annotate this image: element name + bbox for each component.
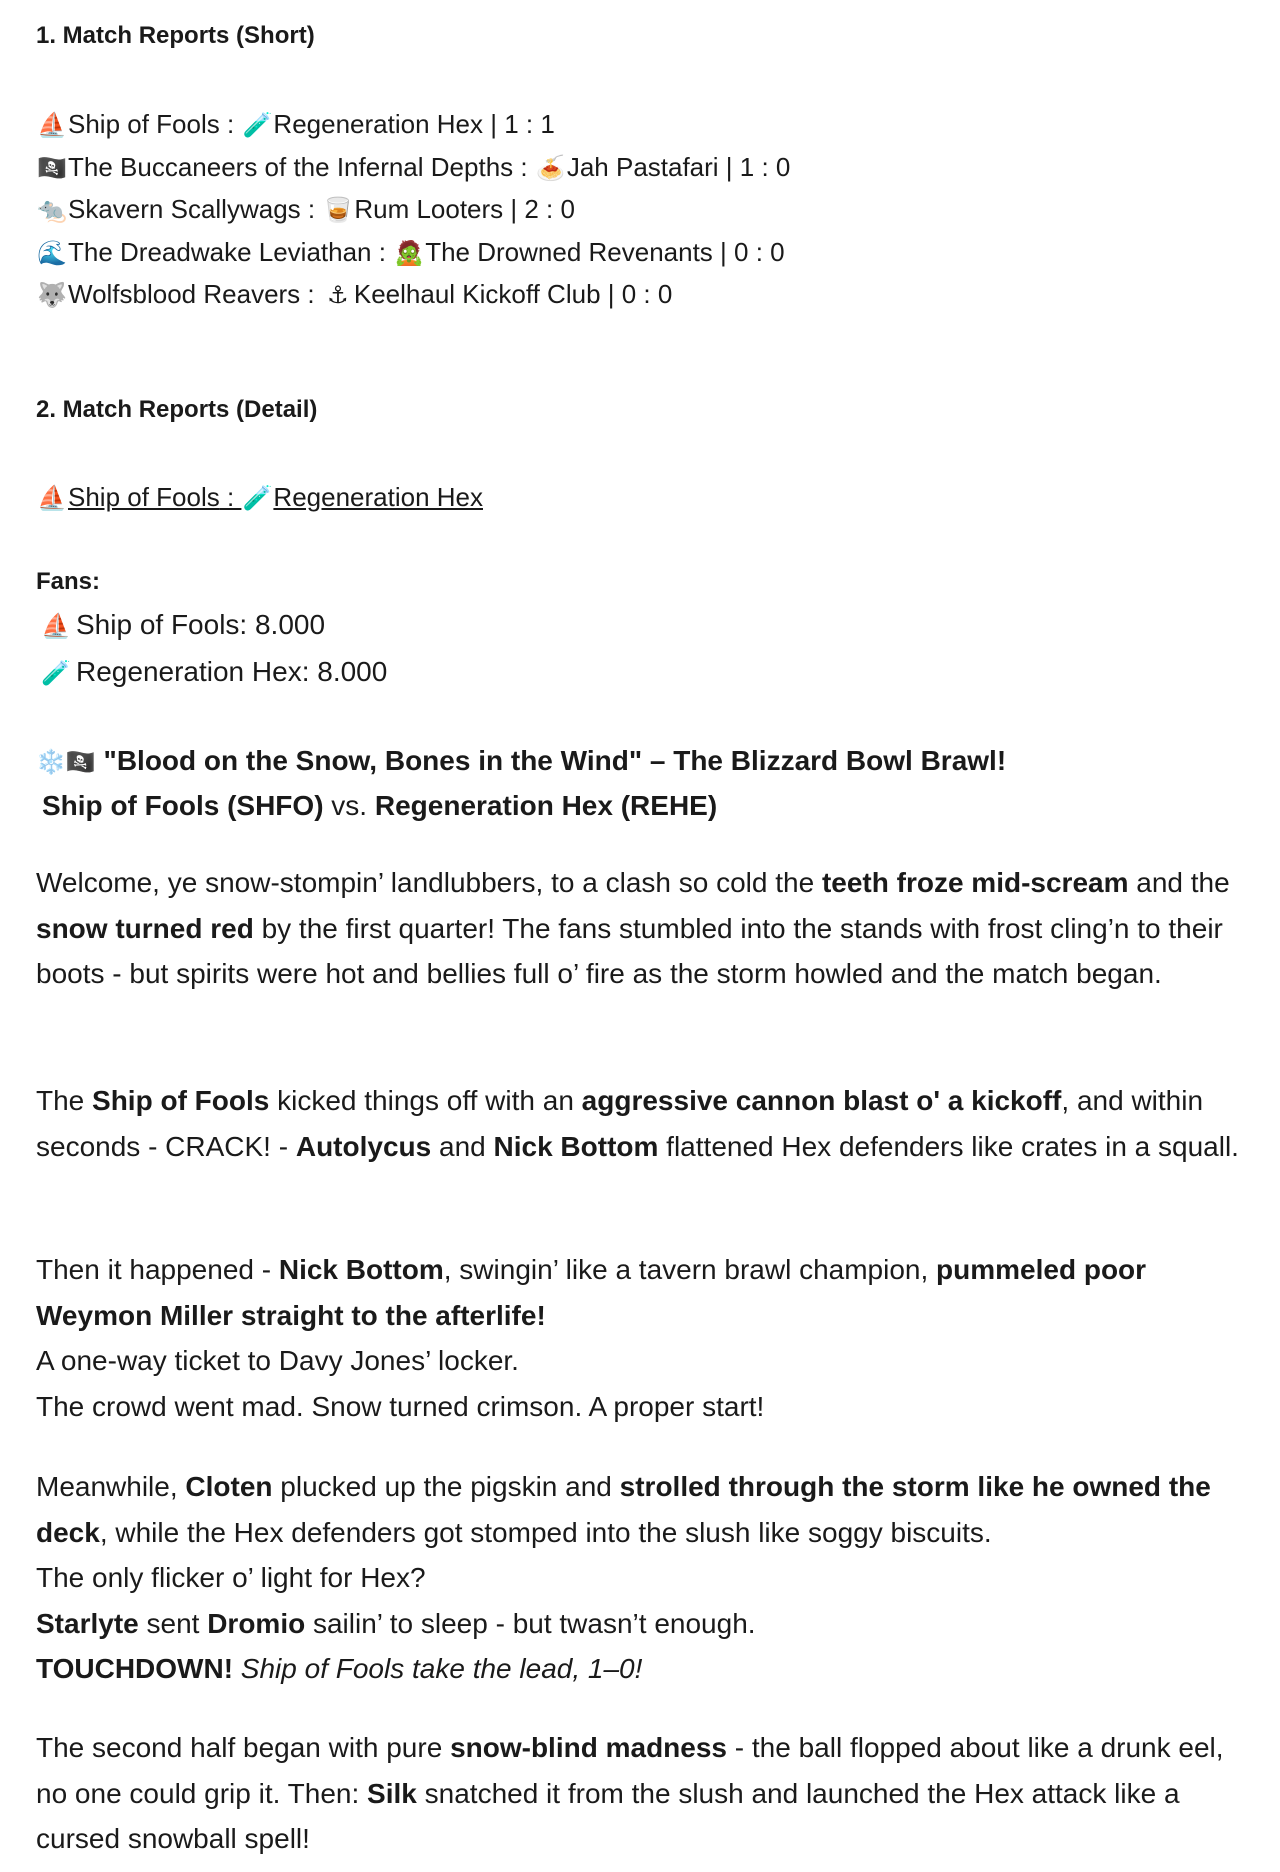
wolf-icon: 🐺	[37, 281, 67, 309]
home-team: The Dreadwake Leviathan	[68, 236, 372, 267]
away-team: Regeneration Hex	[273, 109, 483, 139]
text: flattened Hex defenders like crates in a squall.	[658, 1130, 1239, 1162]
bold-text: strolled through the storm like he owned the deck	[36, 1471, 1211, 1548]
sailboat-icon: ⛵	[37, 111, 67, 139]
separator: :	[219, 109, 242, 139]
text: and	[431, 1130, 494, 1162]
away-team: Keelhaul Kickoff Club	[353, 279, 601, 309]
fans-value: Regeneration Hex: 8.000	[76, 656, 388, 687]
list-item	[36, 104, 790, 147]
bold-text: snow-blind madness	[450, 1732, 727, 1763]
fans-value: Ship of Fools: 8.000	[76, 609, 326, 640]
article-title	[36, 738, 1006, 785]
score: | 0 : 0	[712, 236, 785, 267]
italic-text: Ship of Fools take the lead, 1–0!	[233, 1653, 643, 1684]
spaghetti-icon: 🍝	[535, 153, 566, 182]
zombie-icon: 🧟	[394, 238, 425, 267]
separator: :	[513, 151, 535, 182]
list-item	[36, 232, 790, 275]
list-item	[36, 189, 790, 232]
test-tube-icon: 🧪	[242, 484, 273, 512]
bold-text: Nick Bottom	[493, 1130, 659, 1162]
fans-heading: Fans:	[36, 568, 101, 595]
section-heading-short: 1. Match Reports (Short)	[36, 22, 315, 49]
paragraph-4	[36, 1464, 1248, 1692]
score: | 0 : 0	[600, 279, 673, 309]
bold-text: Cloten	[185, 1471, 273, 1502]
fans-list	[36, 602, 387, 696]
detail-match-link[interactable]	[36, 482, 483, 513]
text: , swingin’ like a tavern brawl champion,	[443, 1254, 937, 1285]
rat-icon: 🐀	[37, 196, 67, 224]
text: Welcome, ye snow-stompin’ landlubbers, to a clash so cold the	[36, 867, 822, 898]
away-team: The Drowned Revenants	[425, 236, 713, 267]
text: and the	[1128, 867, 1230, 898]
text: A one-way ticket to Davy Jones’ locker.	[36, 1345, 519, 1376]
text: The only flicker o’ light for Hex?	[36, 1562, 426, 1593]
section-heading-detail: 2. Match Reports (Detail)	[36, 396, 318, 423]
list-item	[36, 602, 387, 649]
away-team: Jah Pastafari	[566, 151, 719, 182]
text: - the ball flopped about like a drunk eel, no one could grip it. Then:	[36, 1732, 1224, 1809]
paragraph-1	[36, 860, 1248, 997]
text: sailin’ to sleep - but twasn’t enough.	[305, 1607, 756, 1639]
anchor-icon: ⚓	[327, 281, 349, 309]
test-tube-icon: 🧪	[41, 659, 71, 687]
paragraph-3	[36, 1247, 1248, 1429]
pirate-flag-icon: 🏴‍☠️	[37, 153, 67, 182]
bold-text: Nick Bottom	[278, 1254, 444, 1285]
away-team: Regeneration Hex (REHE)	[374, 790, 718, 821]
text: The crowd went mad. Snow turned crimson. A proper start!	[36, 1390, 765, 1422]
bold-text: snow turned red	[36, 912, 254, 944]
score: | 1 : 0	[718, 151, 791, 182]
list-item	[36, 274, 790, 317]
test-tube-icon: 🧪	[242, 111, 273, 139]
list-item	[36, 147, 790, 190]
home-team: Wolfsblood Reavers	[68, 279, 301, 309]
short-reports-list	[36, 104, 790, 317]
home-team: Ship of Fools	[68, 482, 220, 512]
paragraph-5	[36, 1725, 1248, 1862]
home-team: Ship of Fools (SHFO)	[42, 790, 324, 821]
home-team: Skavern Scallywags	[68, 194, 301, 224]
home-team: The Buccaneers of the Infernal Depths	[68, 151, 514, 182]
text: sent	[138, 1607, 208, 1639]
bold-text: Dromio	[207, 1607, 306, 1639]
text: snatched it from the slush and launched the Hex attack like a cursed snowball spell!	[36, 1777, 1180, 1854]
text: The	[36, 1085, 93, 1116]
bold-text: Silk	[367, 1777, 417, 1809]
score: | 1 : 1	[483, 109, 555, 139]
bold-text: Ship of Fools	[92, 1085, 270, 1116]
title-text: "Blood on the Snow, Bones in the Wind" – The Blizzard Bowl Brawl!	[95, 745, 1007, 776]
separator: :	[219, 482, 242, 512]
text: , while the Hex defenders got stomped into the slush like soggy biscuits.	[99, 1516, 992, 1548]
text: , and within seconds - CRACK! -	[36, 1085, 1204, 1162]
score: | 2 : 0	[503, 194, 575, 224]
text: Then it happened -	[36, 1254, 279, 1285]
snowflake-pirate-flag-icon: ❄️🏴‍☠️	[36, 748, 96, 776]
vs-text: vs.	[323, 790, 375, 821]
list-item	[36, 649, 387, 696]
text: The second half began with pure	[36, 1732, 451, 1763]
sailboat-icon: ⛵	[37, 484, 67, 512]
wave-icon: 🌊	[37, 238, 67, 267]
separator: :	[300, 194, 323, 224]
bold-text: aggressive cannon blast o' a kickoff	[581, 1085, 1062, 1116]
text: plucked up the pigskin and	[272, 1471, 620, 1502]
bold-text: Autolycus	[295, 1130, 432, 1162]
sailboat-icon: ⛵	[41, 612, 71, 640]
text: Meanwhile,	[36, 1471, 186, 1502]
tumbler-glass-icon: 🥃	[323, 196, 354, 224]
away-team: Rum Looters	[354, 194, 504, 224]
paragraph-2	[36, 1078, 1248, 1169]
bold-text: teeth froze mid-scream	[821, 867, 1129, 898]
home-team: Ship of Fools	[68, 109, 220, 139]
bold-text: Starlyte	[36, 1607, 139, 1639]
away-team: Regeneration Hex	[273, 482, 483, 512]
article-subtitle	[42, 783, 717, 828]
separator: :	[371, 236, 394, 267]
bold-text: TOUCHDOWN!	[36, 1653, 234, 1684]
text: kicked things off with an	[269, 1085, 582, 1116]
separator: :	[300, 279, 322, 309]
bold-text: pummeled poor Weymon Miller straight to the afterlife!	[36, 1254, 1147, 1331]
text: by the first quarter! The fans stumbled into the stands with frost cling’n to their boots - but spirits were hot and bellies full o’ fire as the storm howled and the match began.	[36, 912, 1223, 989]
